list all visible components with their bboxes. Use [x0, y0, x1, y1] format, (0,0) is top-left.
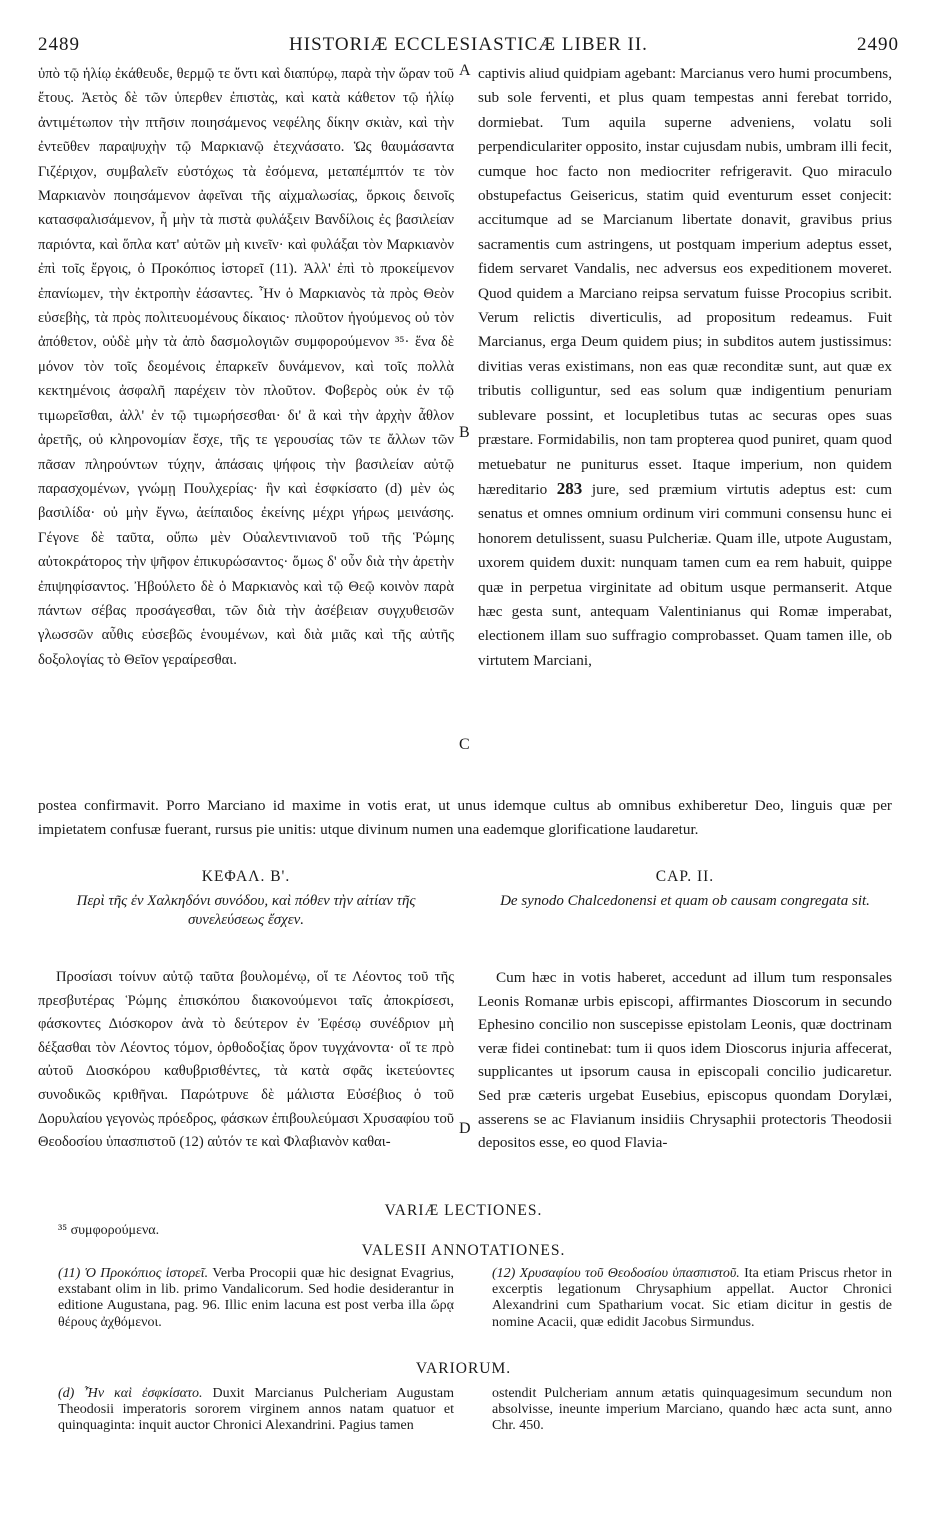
greek-chapter-heading: ΚΕΦΑΛ. Β'.: [201, 868, 291, 885]
running-header: [38, 34, 899, 60]
variorum-heading: VARIORUM.: [415, 1360, 512, 1377]
annotation-11-lemma: (11) Ὁ Προκόπιος ἱστορεῖ.: [58, 1266, 209, 1281]
margin-marker-b: B: [459, 424, 470, 441]
margin-marker-c: C: [459, 736, 470, 753]
latin-text-part-2: jure, sed præmium virtutis adeptus est: cum senatus et omnes omnium ordinum viri communi consensu hunc ei honorem detulissent, suasu Pulcheriæ. Quam ille, utpote Augustam, uxorem quidem duxit: nunquam tamen cum ea rem habuit, quippe quæ in perpetua virginitate ad obitum usque permanserit. Atque hæc gesta sunt, antequam Valentinianus qui Romæ imperabat, electionem illam suo suffragio comprobasset. Quam tamen ille, ob virtutem Marciani,: [478, 480, 893, 669]
latin-column: [478, 62, 892, 673]
edition-page-number: 283: [556, 478, 583, 498]
annotation-12-text: Ita etiam Priscus rhetor in excerptis legationum Chrysaphium appellat. Auctor Chronici Alexandrini cum Spatharium vocat. Sic etiam dicitur in gestis de nomine Acacii, quæ edidit Jacobus Sirmundus.: [492, 1266, 892, 1330]
annotation-12-lemma: (12) Χρυσαφίου τοῦ Θεοδοσίου ὑπασπιστοῦ.: [492, 1266, 740, 1281]
variorum-note-d: [58, 1386, 454, 1435]
valesii-annotationes-heading: VALESII ANNOTATIONES.: [361, 1242, 566, 1259]
full-width-paragraph: postea confirmavit. Porro Marciano id maxime in votis erat, ut unus idemque cultus ab omnibus exhiberetur Deo, linguis quæ per impietatem confusæ fuerant, rursus pie unitis: utque divinum numen una eademque glorificatione laudaretur.: [38, 797, 892, 839]
running-title: HISTORIÆ ECCLESIASTICÆ LIBER II.: [289, 34, 648, 55]
variorum-note-d-lemma: (d) Ἦν καὶ ἐσφκίσατο.: [58, 1386, 203, 1401]
annotation-11-text: Verba Procopii quæ hic designat Evagrius, exstabant olim in lib. primo Vandalicorum. Sed hodie desiderantur in editione Augustana, pag. 96. Illic enim lacuna est post verba illa ὥρᾳ θέρους ἀχθόμενοι.: [58, 1266, 455, 1330]
greek-chapter-text: [38, 966, 454, 1155]
latin-text-part-1: captivis aliud quidpiam agebant: Marcianus vero humi procumbens, sub sole ferventi, et plus quam tempestas anni ferebat torrido, dormiebat. Tum aquila superne adveniens, volatu soli perpendiculariter opposito, instar cujusdam nubis, umbram illi fecit, cumque hoc facto non mediocriter refrigeravit. Quo miraculo obstupefactus Geisericus, statim quid eventurum esset conjecit: accitumque ad se Marcianum libertate donavit, gravibus prius sacramentis cum astringens, ut postquam imperium adeptus esset, fidem servaret Vandalis, nec adversus eos expeditionem moveret. Quod quidem a Marciano reipsa servatum fuisse Procopius scribit. Verum relictis diverticulis, ad propositum redeamus. Fuit Marcianus, erga Deum quidem pius; in subditos autem justissimus: divitias veras existimans, non eas quæ reconditæ sunt, aut quæ ex tributis colliguntur, sed eas solum quæ indigentium penuriam sublevare possint, et locupletibus tutas ac securas opes suas præstare. Formidabilis, non tam propterea quod puniret, quam quod metuebatur ne puniturus esset. Itaque imperium, non quidem hæreditario: [478, 65, 892, 498]
latin-chapter-text: [478, 966, 892, 1155]
annotation-11: [58, 1266, 454, 1331]
greek-paragraph: ὑπὸ τῷ ἡλίῳ ἐκάθευδε, θερμῷ τε ὄντι καὶ διαπύρῳ, παρὰ τὴν ὥραν τοῦ ἔτους. Ἀετὸς δὲ τῶν ὑπερθεν ἐπιστὰς, καὶ κατὰ κάθετον τῷ ἡλίῳ ἀντιμέτωπον τὴν πτῆσιν ποιησάμενος νεφέλης δίκην σκιὰν, καὶ τὴν ἐντεῦθεν παραψυχὴν τῷ Μαρκιανῷ ἐτεχνάσατο. Ὡς θαυμάσαντα Γιζέριχον, συμβαλεῖν εὐστόχως τὰ ἐσόμενα, μεταπέμπτόν τε τὸν Μαρκιανὸν ποιησάμενον ἀφεῖναι τῆς αἰχμαλωσίας, ὅρκοις δεινοῖς κατασφαλισάμενον, ἦ μὴν τὰ πιστὰ φυλάξειν Βανδίλοις ἐς βασιλείαν παριόντα, καὶ ὅπλα κατ' αὐτῶν μὴ κινεῖν· καὶ φυλάξαι τὸν Μαρκιανὸν ἐπὶ τοῖς ἔργοις, ὁ Προκόπιος ἱστορεῖ (11). Ἀλλ' ἐπὶ τὸ προκείμενον ἐπανίωμεν, τὴν ἐκτροπὴν ἐάσαντες. Ἦν ὁ Μαρκιανὸς τὰ πρὸς Θεὸν εὐσεβὴς, τὰ πρὸς πολιτευομένους δίκαιος· πλοῦτον ἡγούμενος οὐ τὸν ἀπόθετον, οὐδὲ μὴν τὰ ἀπὸ δασμολογιῶν συμφορούμενον ³⁵· ἕνα δὲ μόνον τὸν τοῖς δεομένοις ἐπαρκεῖν δυνάμενον, καὶ τοῖς πολλὰ κεκτημένοις ἀσφαλῆ παρέχειν τὸν πλοῦτον. Φοβερὸς οὐκ ἐν τῷ τιμωρεῖσθαι, ἀλλ' ἐν τῷ τιμωρήσεσθαι· δι' ἃ καὶ τὴν ἀρχὴν ἆθλον ἀρετῆς, οὐ κληρονομίαν ἔσχε, τῆς τε γερουσίας τῶν τε ἄλλων τῶν πᾶσαν πληρούντων τύχην, ἁπάσαις ψήφοις τὴν βασιλείαν αὐτῷ παρασχομένων, γνώμῃ Πουλχερίας· ἣν καὶ ἐσφκίσατο (d) μὲν ὡς βασιλίδα· οὐ μὴν ἔγνω, ἀείπαιδος ἐκείνης μέχρι γήρως μεινάσης. Γέγονε δὲ ταῦτα, οὔπω μὲν Οὐαλεντινιανοῦ τοῦ τῆς Ῥώμης αὐτοκράτορος τὴν ψῆφον ἐπικυρώσαντος· ὅμως δ' οὖν διὰ τὴν ἀρετὴν ἐπιψηφίσαντος. Ἠβούλετο δὲ ὁ Μαρκιανὸς καὶ τῷ Θεῷ κοινὸν παρὰ πάντων σέβας προσάγεσθαι, τῶν διὰ τὴν ἀσέβειαν συγχυθεισῶν γλωσσῶν αὖθις εὐσεβῶς ἑνουμένων, καὶ διὰ μιᾶς καὶ τῆς αὐτῆς δοξολογίας τὸ Θεῖον γεραίρεσθαι.: [38, 66, 454, 668]
greek-chapter-subtitle: Περὶ τῆς ἐν Χαλκηδόνι συνόδου, καὶ πόθεν τὴν αἰτίαν τῆς συνελεύσεως ἔσχεν.: [76, 893, 416, 928]
latin-chapter-subtitle: De synodo Chalcedonensi et quam ob causam congregata sit.: [500, 893, 870, 909]
variorum-note-d-continued: ostendit Pulcheriam annum ætatis quinquagesimum secundum non absolvisse, ineunte imperium Marciano, quando hæc acta sunt, anno Chr. 450.: [492, 1386, 892, 1434]
page-number-left: 2489: [38, 34, 80, 55]
variae-lectiones-heading: VARIÆ LECTIONES.: [384, 1202, 543, 1219]
latin-paragraph: [478, 62, 892, 673]
page-number-right: 2490: [857, 34, 899, 55]
margin-marker-a: A: [459, 62, 471, 79]
annotation-12: [492, 1266, 892, 1331]
variorum-note-d-text: Duxit Marcianus Pulcheriam Augustam Theodosii imperatoris sororem virginem annos natam quatuor et quinquaginta: inquit auctor Chronici Alexandrini. Pagius tamen: [58, 1386, 454, 1434]
margin-marker-d: D: [459, 1120, 471, 1137]
greek-chapter-paragraph: Προσίασι τοίνυν αὐτῷ ταῦτα βουλομένῳ, οἵ τε Λέοντος τοῦ τῆς πρεσβυτέρας Ῥώμης ἐπισκόπου διακονούμενοι ταῖς ἀποκρίσεσι, φάσκοντες Διόσκορον ἀνὰ τὸ δεύτερον ἐν Ἐφέσῳ συνέδριον μὴ δέξασθαι τὸν Λέοντος τόμον, ὀρθοδοξίας ὅρον τυγχάνοντα· οἵ τε πρὸ αὐτοῦ Διοσκόρου καθυβρισθέντες, τὰ κατὰ σφᾶς ἱκετεύοντες συνοδικῶς κριθῆναι. Παρώτρυνε δὲ μάλιστα Εὐσέβιος ὁ τοῦ Δορυλαίου γεγονὼς πρόεδρος, φάσκων ἐπιβουλεύμασι Χρυσαφίου τοῦ Θεοδοσίου ὑπασπιστοῦ (12) αὐτόν τε καὶ Φλαβιανὸν καθαι-: [38, 969, 454, 1151]
variant-reading-note: ³⁵ συμφορούμενα.: [58, 1223, 160, 1238]
latin-chapter-heading: CAP. II.: [655, 868, 715, 885]
latin-chapter-paragraph: Cum hæc in votis haberet, accedunt ad illum tum responsales Leonis Romanæ urbis episcopi, affirmantes Dioscorum in secundo Ephesino concilio non suscepisse epistolam Leonis, quæ doctrinam veræ fidei continebat: tum ii quos idem Dioscorus injuria affecerat, supplicantes ut ipsorum causa in episcopali concilio judicaretur. Sed præ cæteris urgebat Eusebius, episcopus quondam Dorylæi, asserens se ac Flavianum insidiis Chrysaphii protectoris Theodosii depositos esse, eo quod Flavia-: [478, 969, 892, 1152]
greek-column: [38, 62, 454, 672]
